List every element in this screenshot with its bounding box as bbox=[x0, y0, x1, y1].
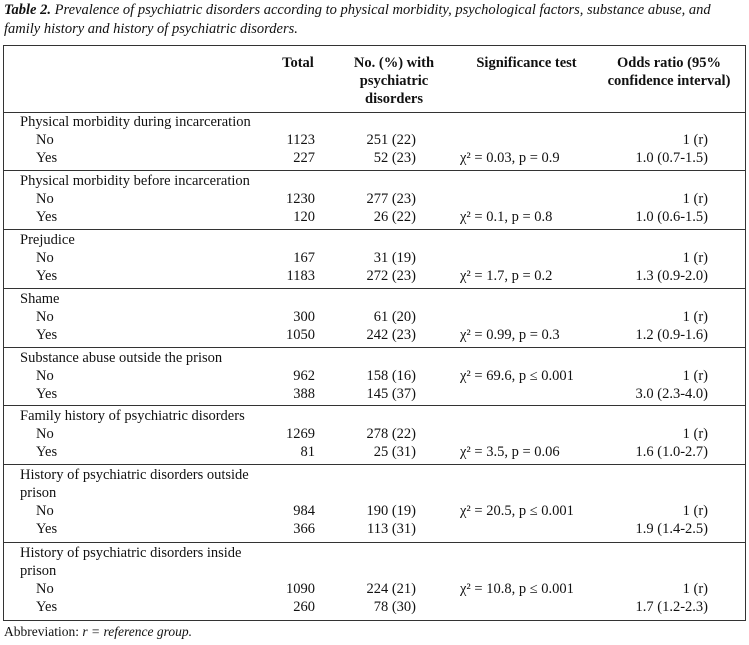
group-title-text: Family history of psychiatric disorders bbox=[20, 408, 245, 424]
table-row bbox=[4, 598, 745, 616]
cell-total: 227 bbox=[293, 150, 315, 166]
row-divider bbox=[4, 170, 745, 171]
row-label: No bbox=[36, 426, 54, 442]
cell-with-disorders: 277 (23) bbox=[366, 191, 416, 207]
data-table bbox=[3, 45, 746, 621]
cell-total: 260 bbox=[293, 599, 315, 615]
table-header bbox=[4, 46, 745, 112]
group-title bbox=[4, 484, 745, 502]
cell-total: 962 bbox=[293, 368, 315, 384]
footnote-prefix: Abbreviation: bbox=[4, 624, 83, 639]
header-total: Total bbox=[282, 55, 314, 71]
cell-with-disorders: 242 (23) bbox=[366, 327, 416, 343]
cell-with-disorders: 158 (16) bbox=[366, 368, 416, 384]
header-line: Odds ratio (95% bbox=[617, 55, 721, 71]
table-row bbox=[4, 308, 745, 326]
header-line: disorders bbox=[365, 91, 423, 107]
cell-significance-test: χ² = 69.6, p ≤ 0.001 bbox=[460, 368, 574, 384]
cell-significance-test: χ² = 10.8, p ≤ 0.001 bbox=[460, 581, 574, 597]
group-title bbox=[4, 113, 745, 131]
cell-significance-test: χ² = 0.03, p = 0.9 bbox=[460, 150, 560, 166]
cell-total: 1183 bbox=[286, 268, 315, 284]
group-title-text: prison bbox=[20, 563, 57, 579]
header-line: confidence interval) bbox=[607, 73, 731, 89]
group-title-text: Shame bbox=[20, 291, 60, 307]
cell-odds-ratio: 1 (r) bbox=[682, 503, 708, 519]
row-label: Yes bbox=[36, 150, 58, 166]
cell-with-disorders: 78 (30) bbox=[373, 599, 416, 615]
header-odds-ratio bbox=[596, 54, 742, 90]
cell-total: 167 bbox=[293, 250, 315, 266]
row-label: Yes bbox=[36, 268, 58, 284]
cell-significance-test: χ² = 20.5, p ≤ 0.001 bbox=[460, 503, 574, 519]
table-row bbox=[4, 425, 745, 443]
cell-odds-ratio: 1.3 (0.9-2.0) bbox=[635, 268, 708, 284]
cell-total: 1230 bbox=[286, 191, 315, 207]
group-title bbox=[4, 466, 745, 484]
cell-with-disorders: 190 (19) bbox=[366, 503, 416, 519]
cell-odds-ratio: 1.0 (0.7-1.5) bbox=[635, 150, 708, 166]
cell-odds-ratio: 1 (r) bbox=[682, 581, 708, 597]
cell-total: 388 bbox=[293, 386, 315, 402]
row-label: No bbox=[36, 368, 54, 384]
row-label: Yes bbox=[36, 521, 58, 537]
group-title-text: Physical morbidity during incarceration bbox=[20, 114, 251, 130]
group-title-text: History of psychiatric disorders inside bbox=[20, 545, 242, 561]
table-caption: Table 2. Prevalence of psychiatric disorders according to physical morbidity, psychological factors, substance abuse, and family history and history of psychiatric disorders. bbox=[4, 2, 711, 37]
row-divider bbox=[4, 405, 745, 406]
header-with-disorders bbox=[334, 54, 454, 108]
row-divider bbox=[4, 347, 745, 348]
cell-with-disorders: 145 (37) bbox=[366, 386, 416, 402]
cell-odds-ratio: 1 (r) bbox=[682, 368, 708, 384]
row-divider bbox=[4, 229, 745, 230]
cell-total: 81 bbox=[300, 444, 315, 460]
cell-odds-ratio: 3.0 (2.3-4.0) bbox=[635, 386, 708, 402]
table-row bbox=[4, 443, 745, 461]
row-label: No bbox=[36, 191, 54, 207]
cell-total: 1050 bbox=[286, 327, 315, 343]
table-row bbox=[4, 208, 745, 226]
row-label: Yes bbox=[36, 444, 58, 460]
row-label: No bbox=[36, 309, 54, 325]
row-divider bbox=[4, 542, 745, 543]
cell-with-disorders: 31 (19) bbox=[373, 250, 416, 266]
table-title: Prevalence of psychiatric disorders according to physical morbidity, psychological factors, substance abuse, and family history and history of psychiatric disorders. bbox=[4, 2, 711, 37]
cell-odds-ratio: 1 (r) bbox=[682, 309, 708, 325]
group-title-text: Substance abuse outside the prison bbox=[20, 350, 223, 366]
row-divider bbox=[4, 288, 745, 289]
footnote bbox=[4, 624, 192, 640]
table-row bbox=[4, 249, 745, 267]
cell-odds-ratio: 1 (r) bbox=[682, 426, 708, 442]
cell-odds-ratio: 1.0 (0.6-1.5) bbox=[635, 209, 708, 225]
table-row bbox=[4, 131, 745, 149]
cell-with-disorders: 251 (22) bbox=[366, 132, 416, 148]
row-label: No bbox=[36, 250, 54, 266]
row-label: Yes bbox=[36, 599, 58, 615]
group-title bbox=[4, 290, 745, 308]
cell-with-disorders: 61 (20) bbox=[373, 309, 416, 325]
cell-odds-ratio: 1.6 (1.0-2.7) bbox=[635, 444, 708, 460]
cell-with-disorders: 272 (23) bbox=[366, 268, 416, 284]
cell-odds-ratio: 1.7 (1.2-2.3) bbox=[635, 599, 708, 615]
table-row bbox=[4, 149, 745, 167]
cell-odds-ratio: 1 (r) bbox=[682, 191, 708, 207]
group-title-text: Physical morbidity before incarceration bbox=[20, 173, 250, 189]
group-title bbox=[4, 172, 745, 190]
cell-significance-test: χ² = 1.7, p = 0.2 bbox=[460, 268, 553, 284]
group-title bbox=[4, 407, 745, 425]
cell-total: 300 bbox=[293, 309, 315, 325]
header-line: psychiatric bbox=[359, 73, 429, 89]
table-row bbox=[4, 190, 745, 208]
cell-total: 120 bbox=[293, 209, 315, 225]
table-row bbox=[4, 502, 745, 520]
header-significance-test: Significance test bbox=[476, 55, 577, 71]
table-row bbox=[4, 367, 745, 385]
row-label: No bbox=[36, 132, 54, 148]
table-row bbox=[4, 580, 745, 598]
cell-odds-ratio: 1.2 (0.9-1.6) bbox=[635, 327, 708, 343]
cell-total: 1123 bbox=[286, 132, 315, 148]
cell-total: 1090 bbox=[286, 581, 315, 597]
header-line: No. (%) with bbox=[353, 55, 435, 71]
footnote-text: r = reference group. bbox=[82, 624, 192, 639]
group-title bbox=[4, 231, 745, 249]
table-row bbox=[4, 385, 745, 403]
cell-odds-ratio: 1 (r) bbox=[682, 132, 708, 148]
row-label: No bbox=[36, 503, 54, 519]
group-title-text: Prejudice bbox=[20, 232, 75, 248]
cell-total: 366 bbox=[293, 521, 315, 537]
cell-significance-test: χ² = 0.1, p = 0.8 bbox=[460, 209, 553, 225]
table-row bbox=[4, 267, 745, 285]
table-row bbox=[4, 520, 745, 538]
cell-total: 1269 bbox=[286, 426, 315, 442]
row-divider bbox=[4, 464, 745, 465]
table-label: Table 2 bbox=[4, 2, 48, 18]
row-label: No bbox=[36, 581, 54, 597]
cell-with-disorders: 25 (31) bbox=[373, 444, 416, 460]
cell-with-disorders: 278 (22) bbox=[366, 426, 416, 442]
group-title bbox=[4, 562, 745, 580]
cell-significance-test: χ² = 0.99, p = 0.3 bbox=[460, 327, 560, 343]
cell-with-disorders: 52 (23) bbox=[373, 150, 416, 166]
group-title-text: prison bbox=[20, 485, 57, 501]
cell-significance-test: χ² = 3.5, p = 0.06 bbox=[460, 444, 560, 460]
table-row bbox=[4, 326, 745, 344]
cell-total: 984 bbox=[293, 503, 315, 519]
group-title-text: History of psychiatric disorders outside bbox=[20, 467, 249, 483]
row-label: Yes bbox=[36, 209, 58, 225]
cell-odds-ratio: 1.9 (1.4-2.5) bbox=[635, 521, 708, 537]
cell-odds-ratio: 1 (r) bbox=[682, 250, 708, 266]
row-label: Yes bbox=[36, 327, 58, 343]
group-title bbox=[4, 349, 745, 367]
cell-with-disorders: 224 (21) bbox=[366, 581, 416, 597]
row-label: Yes bbox=[36, 386, 58, 402]
cell-with-disorders: 113 (31) bbox=[367, 521, 416, 537]
group-title bbox=[4, 544, 745, 562]
cell-with-disorders: 26 (22) bbox=[373, 209, 416, 225]
